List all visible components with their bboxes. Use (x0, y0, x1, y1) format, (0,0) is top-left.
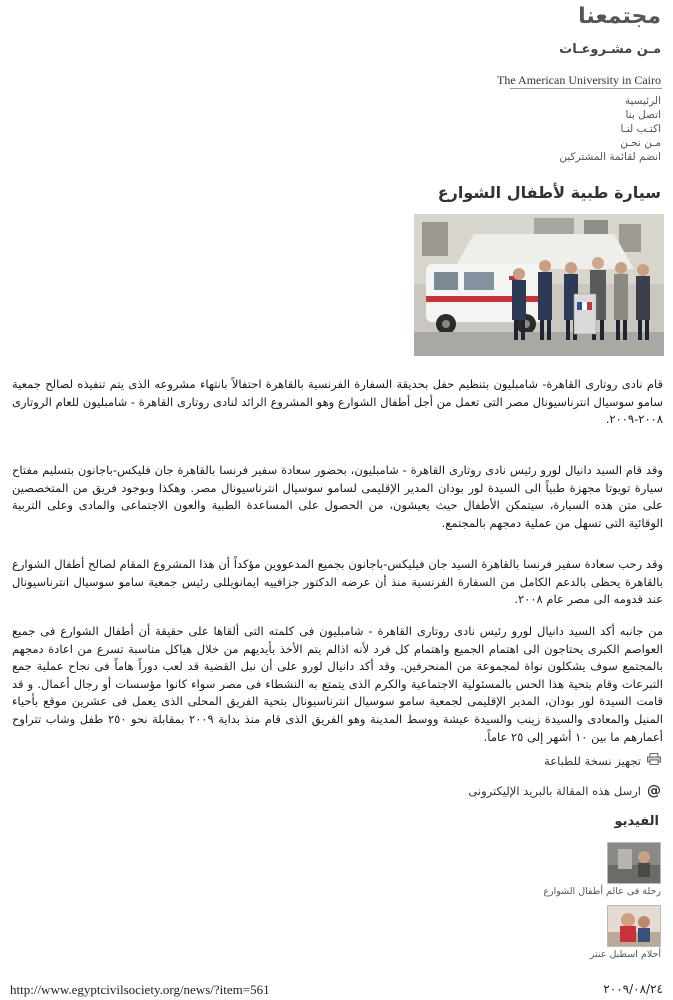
footer-url: http://www.egyptcivilsociety.org/news/?item=561 (10, 982, 270, 997)
footer-date: ٢٠٠٩/٠٨/٢٤ (603, 982, 663, 996)
site-subtitle: مـن مشـروعـات (559, 42, 661, 57)
site-title: مجتمعنا (578, 4, 661, 29)
at-sign-icon: @ (647, 783, 661, 799)
video-caption[interactable]: رحلة فى عالم أطفال الشوارع (543, 886, 661, 897)
printer-icon (647, 753, 661, 768)
video-item[interactable] (541, 905, 661, 960)
video-thumbnail[interactable] (607, 905, 661, 947)
article-paragraph: وقد قام السيد دانيال لورو رئيس نادى روتارى القاهرة - شامبليون، بحضور سعادة سفير فرنسا بالقاهرة جان فليكس-باجانون بتسليم مفتاح سيارة تويوتا مجهزة طبياً الى السيدة لور بودان المدير الإقليمى لسامو سوسيال انترناسيونال مصر. وهكذا وبوجود فريق من المتخصصين على متن هذه السيارة، سيتمكن الأطفال حيث يعيشون، من الحصول على المساعدة الطبية والعون الاجتماعى والمادى وعلى التربية الوقائية التى تسهل من عملية دمجهم بالمجتمع. (12, 463, 663, 530)
print-link[interactable] (544, 753, 661, 768)
organization-name[interactable]: The American University in Cairo (497, 73, 661, 87)
video-item[interactable] (541, 842, 661, 897)
email-article-link[interactable] (468, 783, 661, 799)
nav-item-home[interactable]: الرئيسية (624, 95, 661, 107)
nav-item-write-to-us[interactable]: اكتـب لنـا (620, 123, 661, 135)
header-divider (510, 88, 662, 89)
email-link-label: ارسل هذه المقالة بالبريد الإليكترونى (468, 784, 641, 798)
article-paragraph: من جانبه أكد السيد دانيال لورو رئيس نادى روتارى القاهرة - شامبليون فى كلمته التى ألقاها على حقيقة أن أطفال الشوارع فى جميع العواصم الكبرى يحتاجون الى اهتمام الجميع واهتمام كل فرد لأنه اذالم يتم الأخذ بأيديهم من خلال هياكل مناسبة تسرع من اعادة دمجهم بالمجتمع سوف يشكلون نواة لمجموعة من المنحرفين. وقد أكد دانيال لورو على أن نبل القضية قد لعب دوراً هاماً فى نجاح عملية جمع التبرعات وقام بتحية هذا الحس بالمسئولية الاجتماعية والكرم الذى يتمتع به النشطاء فى مصر سواء كانوا مؤسسات أو رجال أعمال. و قد قامت السيدة لور بودان، المدير الإقليمى لجمعية سامو سوسيال انترناسيونال بتحية الفريق المحلى الذى يعمل فى عشرين موقع بأحياء المنيل والمعادى والسيدة زينب والسيدة عيشة ووسط المدينة وهو الفريق الذى قام منذ بداية ٢٠٠٩ بمقابلة نحو ٢٥٠ طفل وشاب تتراوح أعمارهم ما بين ١٠ أشهر إلى ٢٥ عاماً. (12, 624, 663, 744)
print-link-label: تجهيز نسخة للطباعة (544, 753, 641, 768)
video-caption[interactable]: أحلام اسطبل عنتر (589, 949, 661, 960)
video-section-heading: الفيديو (614, 814, 659, 829)
article-title: سيارة طبية لأطفال الشوارع (437, 183, 661, 202)
video-thumbnail[interactable] (607, 842, 661, 884)
nav-item-contact[interactable]: اتصل بنا (625, 109, 661, 121)
nav-item-subscribe[interactable]: انضم لقائمة المشتركين (559, 151, 661, 163)
article-photo (414, 214, 664, 356)
article-paragraph: قام نادى روتارى القاهرة- شامبليون بتنظيم حفل بحديقة السفارة الفرنسية بالقاهرة احتفالاً بانتهاء مشروعه الذى يتم تنفيذه لصالح جمعية سامو سوسيال انترناسيونال مصر التى تعمل من أجل أطفال الشوارع وهو المشروع الرائد لنادى روتارى القاهرة - شامبليون للعام الروتارى ٢٠٠٨-٢٠٠٩. (12, 377, 663, 427)
article-paragraph: وقد رحب سعادة سفير فرنسا بالقاهرة السيد جان فيليكس-باجانون بجميع المدعووين مؤكداً أن هذا المشروع المقام لصالح أطفال الشوارع بالقاهرة يحظى بالدعم الكامل من السفارة الفرنسية منذ أن عرضه الدكتور جزافييه ايمانويللى رئيس جمعية سامو سوسيال انترناسيونال عند قدومه الى مصر عام ٢٠٠٨. (12, 557, 663, 607)
nav-item-about[interactable]: مـن نحـن (620, 137, 661, 149)
nav-menu (461, 94, 661, 164)
